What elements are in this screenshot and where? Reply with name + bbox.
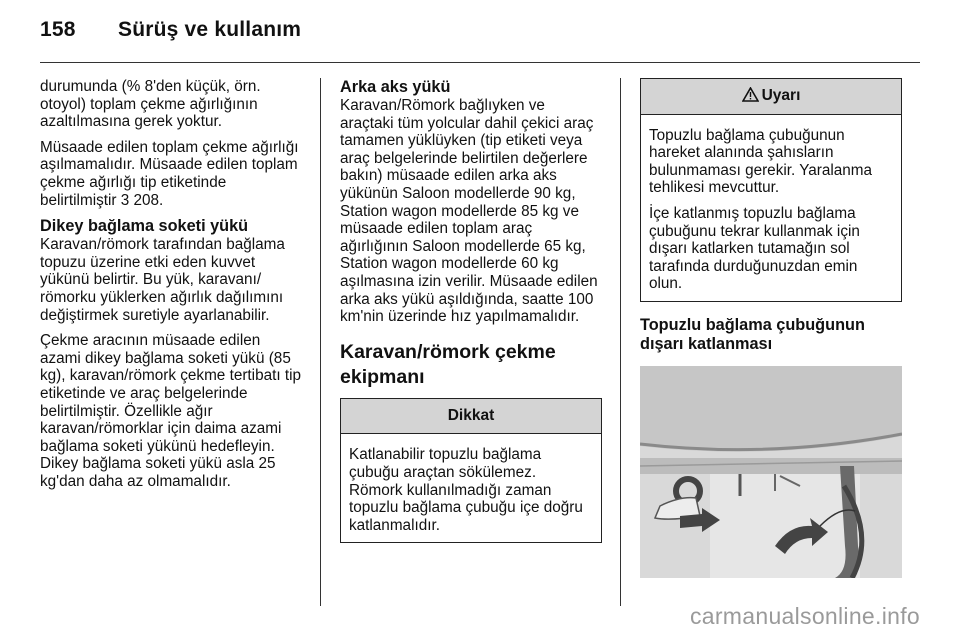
column-divider [620,78,621,606]
paragraph-gradient: durumunda (% 8'den küçük, örn. otoyol) toplam çekme ağırlığının azaltılmasına gerek yoktur. [40,78,261,131]
heading-vertical-load: Dikey bağlama soketi yükü [40,217,249,236]
paragraph-rear-axle: Karavan/Römork bağlıyken ve araçtaki tüm yolcular dahil çekici araç tamamen yüklüyken (tip etiketi veya araç belgelerinde belirtilen değerlere bakın) müsaade edilen arka aks yükünün Saloon modellerde 90 kg, Station wagon modellerde 85 kg ve müsaade edilen toplam araç ağırlığının Saloon modellerde 65 kg, Station wagon modellerde 60 kg aşılmasına izin verilir. Müsaade edilen arka aks yükü aşıldığında, saatte 100 km'nin üzerinde hız yapılmamalıdır. [340,97,598,326]
column-middle [340,78,602,543]
chapter-title: Sürüş ve kullanım [118,18,302,41]
page-header [40,18,301,42]
warning-body [641,115,901,301]
notice-body: Katlanabilir topuzlu bağlama çubuğu araçtan sökülemez. Römork kullanılmadığı zaman topuzlu bağlama çubuğu içe doğru katlanmalıdır. [349,446,583,534]
total-weight-text: Müsaade edilen toplam çekme ağırlığı aşılmamalıdır. Müsaade edilen toplam çekme ağırlığı tip etiketinde belirtilmiştir [40,138,299,209]
paragraph-vertical-load-max: Çekme aracının müsaade edilen azami dikey bağlama soketi yükü (85 kg), karavan/römork çekme tertibatı tip etiketinde ve araç belgelerinde belirtilmiştir. Özellikle ağır karavan/römorklar için daima azami bağlama soketi yükünü hedefleyin. Dikey bağlama soketi yükü asla 25 kg'dan daha az olmamalıdır. [40,332,301,490]
page-number: 158 [40,18,76,41]
tow-bar-illustration [640,366,902,578]
watermark: carmanualsonline.info [689,603,920,629]
column-divider [320,78,321,606]
heading-fold-out: Topuzlu bağlama çubuğunun dışarı katlanması [640,315,865,353]
warning-triangle-icon [742,87,759,105]
warning-box [640,78,902,302]
warning-title: Uyarı [761,87,801,104]
warning-paragraph-2: İçe katlanmış topuzlu bağlama çubuğunu tekrar kullanmak için dışarı katlarken tutamağın sol tarafında durduğunuzdan emin olun. [649,204,860,293]
header-rule [40,62,920,63]
column-right [640,78,902,578]
column-left [40,78,302,498]
heading-towing-equipment: Karavan/römork çekme ekipmanı [340,340,556,388]
paragraph-total-weight [40,139,302,209]
notice-box [340,398,602,544]
warning-paragraph-1: Topuzlu bağlama çubuğunun hareket alanında şahısların bulunmaması gerekir. Yaralanma tehlikesi mevcuttur. [649,126,873,197]
notice-title: Dikkat [341,399,601,435]
heading-rear-axle: Arka aks yükü [340,78,451,96]
warning-header [641,79,901,115]
paragraph-vertical-load-def: Karavan/römork tarafından bağlama topuzu üzerine etki eden kuvvet yükünü belirtir. Bu yük, karavanı/ römorku yüklerken ağırlık dağılımını değiştirmek suretiyle ayarlanabilir. [40,236,285,324]
page-ref-link[interactable]: 3 208. [120,191,164,209]
